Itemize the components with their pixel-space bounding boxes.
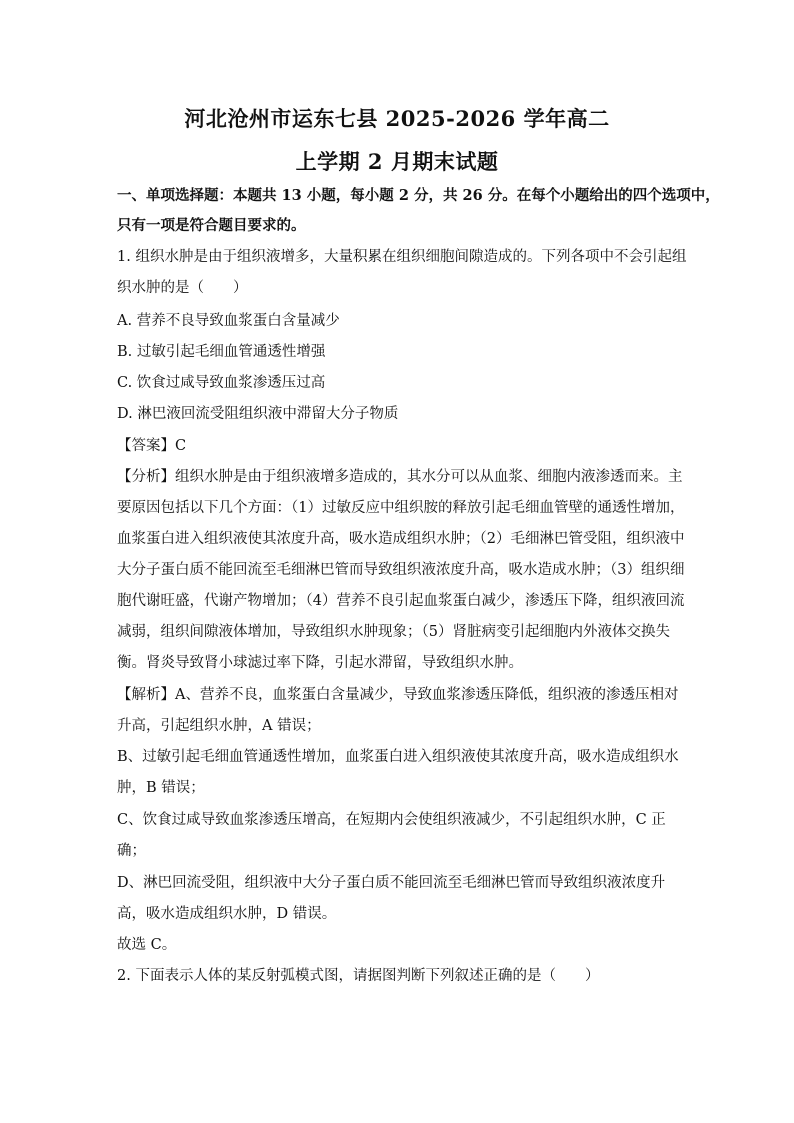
section-heading-line1: 一、单项选择题：本题共 13 小题，每小题 2 分，共 26 分。在每个小题给出的四个选项中， (117, 187, 720, 204)
q1-stem-line1: 1. 组织水肿是由于组织液增多，大量积累在组织细胞间隙造成的。下列各项中不会引起组 (117, 249, 687, 265)
q1-explanation-line: 确； (117, 843, 146, 859)
q1-analysis-line: 大分子蛋白质不能回流至毛细淋巴管而导致组织液浓度升高，吸水造成水肿；（3）组织细 (117, 562, 685, 578)
q1-stem-line2: 织水肿的是（ ） (117, 280, 248, 296)
q1-explanation-line: 肿，B 错误； (117, 780, 205, 796)
q1-option-d: D. 淋巴液回流受阻组织液中滞留大分子物质 (117, 406, 399, 422)
exam-title-line1: 河北沧州市运东七县 2025-2026 学年高二 (184, 106, 610, 131)
q1-analysis-line: 减弱，组织间隙液体增加，导致组织水肿现象；（5）肾脏病变引起细胞内外液体交换失 (117, 624, 670, 640)
q1-analysis-line: 【分析】组织水肿是由于组织液增多造成的，其水分可以从血浆、细胞内液渗透而来。主 (117, 469, 683, 485)
q1-option-c: C. 饮食过咸导致血浆渗透压过高 (117, 375, 326, 391)
q1-analysis-line: 胞代谢旺盛，代谢产物增加；（4）营养不良引起血浆蛋白减少，渗透压下降，组织液回流 (117, 593, 685, 609)
q2-stem: 2. 下面表示人体的某反射弧模式图，请据图判断下列叙述正确的是（ ） (117, 968, 600, 984)
q1-analysis-line: 血浆蛋白进入组织液使其浓度升高，吸水造成组织水肿；（2）毛细淋巴管受阻，组织液中 (117, 531, 685, 547)
q1-explanation-line: 高，吸水造成组织水肿，D 错误。 (117, 906, 337, 922)
q1-analysis-line: 要原因包括以下几个方面：（1）过敏反应中组织胺的释放引起毛细血管壁的通透性增加， (117, 500, 685, 516)
q1-analysis-line: 衡。肾炎导致肾小球滤过率下降，引起水滞留，导致组织水肿。 (117, 655, 523, 671)
q1-explanation-line: 【解析】A、营养不良，血浆蛋白含量减少，导致血浆渗透压降低，组织液的渗透压相对 (117, 687, 679, 703)
q1-conclusion: 故选 C。 (117, 937, 177, 953)
q1-explanation-line: C、饮食过咸导致血浆渗透压增高，在短期内会使组织液减少，不引起组织水肿，C 正 (117, 812, 666, 828)
section-heading-line2: 只有一项是符合题目要求的。 (117, 217, 306, 234)
exam-title-line2: 上学期 2 月期末试题 (295, 149, 499, 174)
q1-answer: 【答案】C (117, 438, 187, 454)
q1-explanation-line: D、淋巴回流受阻，组织液中大分子蛋白质不能回流至毛细淋巴管而导致组织液浓度升 (117, 875, 666, 891)
q1-explanation-line: B、过敏引起毛细血管通透性增加，血浆蛋白进入组织液使其浓度升高，吸水造成组织水 (117, 749, 679, 765)
q1-explanation-line: 升高，引起组织水肿，A 错误； (117, 718, 321, 734)
q1-option-a: A. 营养不良导致血浆蛋白含量减少 (117, 313, 340, 329)
q1-option-b: B. 过敏引起毛细血管通透性增强 (117, 344, 326, 360)
